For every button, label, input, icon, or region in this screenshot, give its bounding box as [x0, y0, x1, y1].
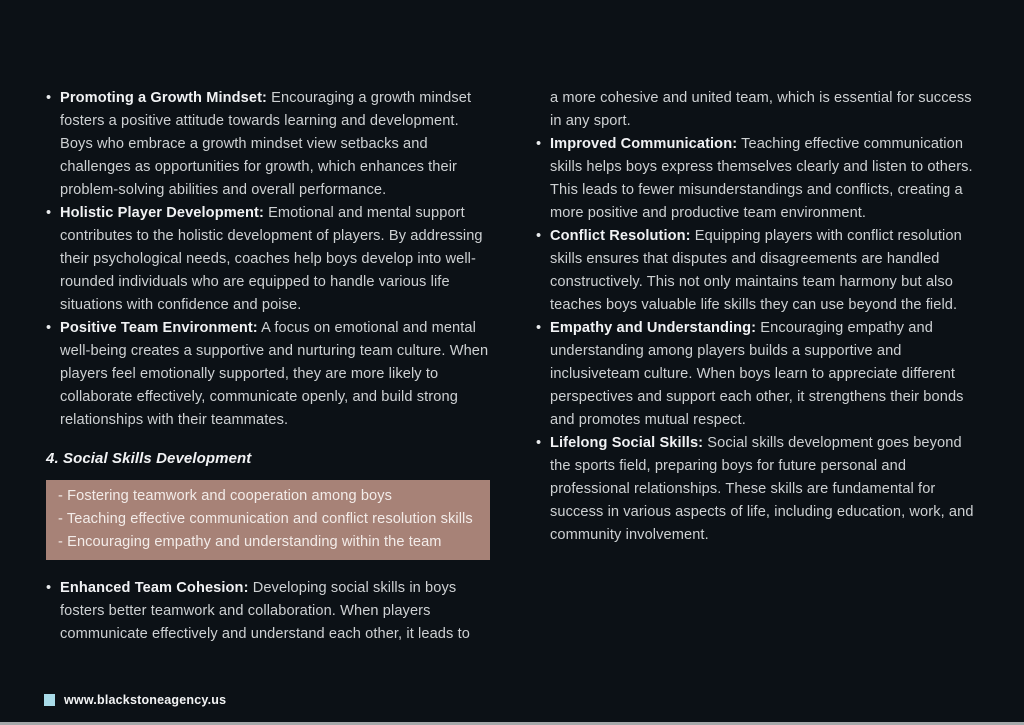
- bullet-item: [46, 317, 490, 432]
- right-bullet-list: [536, 133, 980, 547]
- bullet-text: Encouraging a growth mindset fosters a positive attitude towards learning and development. Boys who embrace a growth mindset view setbacks and challenges as opportunities for growth, which enhances their problem-solving abilities and overall performance.: [60, 90, 472, 198]
- bullet-text: Social skills development goes beyond the sports field, preparing boys for future personal and professional relationships. These skills are fundamental for success in various aspects of life, including education, work, and community involvement.: [550, 435, 974, 543]
- website-url: www.blackstoneagency.us: [64, 693, 227, 707]
- bullet-label: Promoting a Growth Mindset:: [60, 90, 268, 106]
- bullet-label: Lifelong Social Skills:: [550, 435, 704, 451]
- bullet-text: A focus on emotional and mental well-being creates a supportive and nurturing team culture. When players feel emotionally supported, they are more likely to collaborate effectively, communicate openly, and build strong relationships with their teammates.: [60, 320, 489, 428]
- bullet-item: [536, 432, 980, 547]
- continuation-text: a more cohesive and united team, which is essential for success in any sport.: [550, 90, 972, 129]
- bullet-label: Empathy and Understanding:: [550, 320, 757, 336]
- section-heading: 4. Social Skills Development: [46, 450, 252, 467]
- bullet-text: Teaching effective communication skills helps boys express themselves clearly and listen to others. This leads to fewer misunderstandings and conflicts, creating a more positive and productive team environment.: [550, 136, 973, 221]
- bullet-item: [536, 317, 980, 432]
- highlight-line: - Fostering teamwork and cooperation among boys: [58, 488, 393, 504]
- highlight-line: - Teaching effective communication and conflict resolution skills: [58, 511, 473, 527]
- bullet-item: [46, 87, 490, 202]
- bullet-label: Positive Team Environment:: [60, 320, 258, 336]
- footer: [44, 693, 226, 707]
- bullet-item: [536, 225, 980, 317]
- right-column: [536, 87, 980, 646]
- left-bullet-list-after-box: [46, 577, 490, 646]
- left-column: [46, 87, 490, 646]
- highlight-box: [46, 480, 490, 560]
- bullet-item: [536, 133, 980, 225]
- bullet-text: Developing social skills in boys fosters better teamwork and collaboration. When players communicate effectively and understand each other, it leads to: [60, 580, 470, 642]
- left-bullet-list: [46, 87, 490, 432]
- bullet-label: Improved Communication:: [550, 136, 738, 152]
- bullet-label: Conflict Resolution:: [550, 228, 691, 244]
- bullet-label: Enhanced Team Cohesion:: [60, 580, 249, 596]
- bullet-text: Encouraging empathy and understanding among players builds a supportive and inclusiveteam culture. When boys learn to appreciate different perspectives and support each other, it strengthens their bonds and promotes mutual respect.: [550, 320, 964, 428]
- highlight-line: - Encouraging empathy and understanding within the team: [58, 534, 442, 550]
- bullet-item: [46, 577, 490, 646]
- bullet-text: Emotional and mental support contributes to the holistic development of players. By addressing their psychological needs, coaches help boys develop into well-rounded individuals who are equipped to handle various life situations with confidence and poise.: [60, 205, 483, 313]
- bullet-label: Holistic Player Development:: [60, 205, 264, 221]
- square-icon: [44, 694, 55, 706]
- bullet-item: [46, 202, 490, 317]
- content-columns: [46, 87, 980, 646]
- bullet-text: Equipping players with conflict resolution skills ensures that disputes and disagreements are handled constructively. This not only maintains team harmony but also teaches boys valuable life skills they can use beyond the field.: [550, 228, 962, 313]
